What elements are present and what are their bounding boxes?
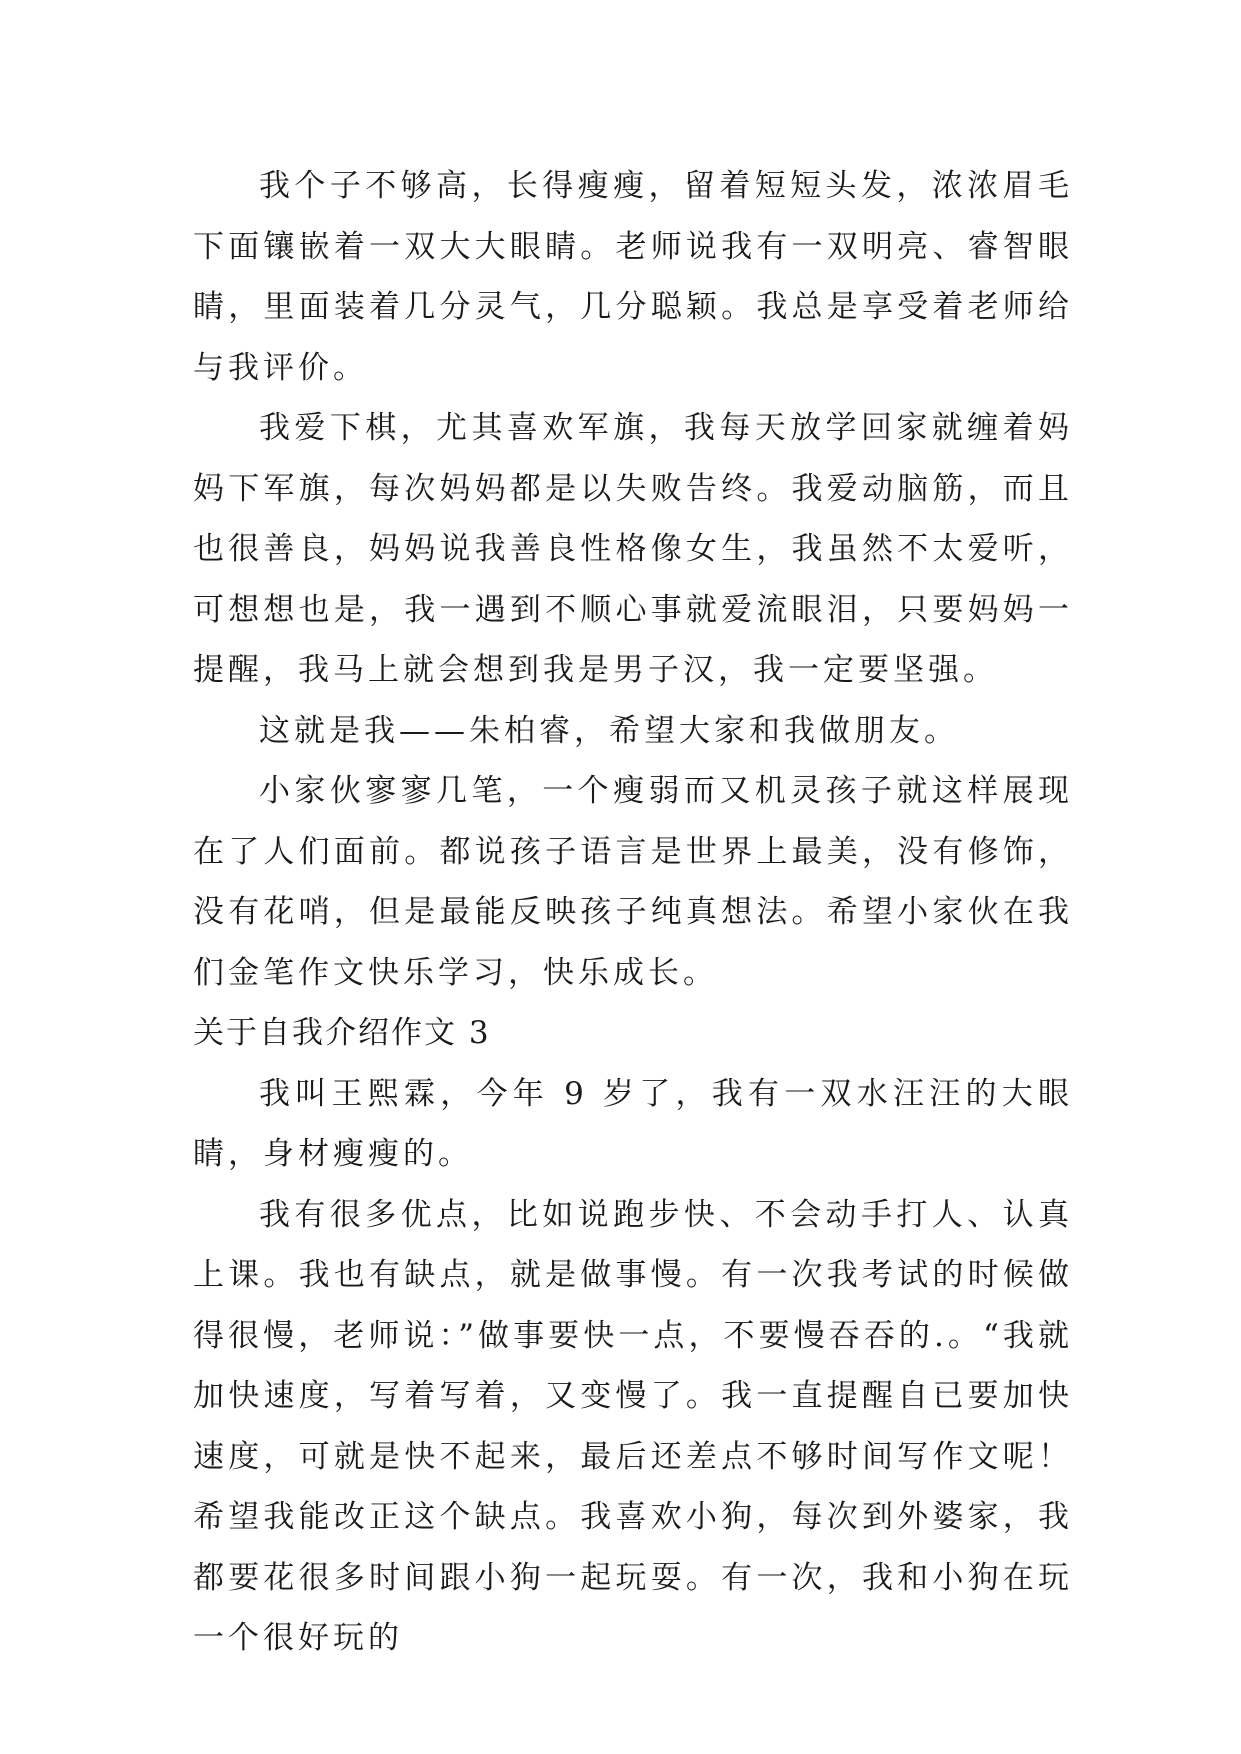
document-body	[193, 156, 1073, 1669]
paragraph-closing: 这就是我——朱柏睿，希望大家和我做朋友。	[259, 712, 959, 749]
section-heading: 关于自我介绍作文 3	[193, 1015, 491, 1051]
paragraph-comment: 小家伙寥寥几笔，一个瘦弱而又机灵孩子就这样展现在了人们面前。都说孩子语言是世界上最美，没有修饰，没有花哨，但是最能反映孩子纯真想法。希望小家伙在我们金笔作文快乐学习，快乐成长。	[193, 773, 1073, 991]
paragraph-strengths: 我有很多优点，比如说跑步快、不会动手打人、认真上课。我也有缺点，就是做事慢。有一次我考试的时候做得很慢，老师说：”做事要快一点，不要慢吞吞的.。“我就加快速度，写着写着，又变慢了。我一直提醒自已要加快速度，可就是快不起来，最后还差点不够时间写作文呢！希望我能改正这个缺点。我喜欢小狗，每次到外婆家，我都要花很多时间跟小狗一起玩耍。有一次，我和小狗在玩一个很好玩的	[193, 1196, 1073, 1656]
paragraph-hobbies: 我爱下棋，尤其喜欢军旗，我每天放学回家就缠着妈妈下军旗，每次妈妈都是以失败告终。我爱动脑筋，而且也很善良，妈妈说我善良性格像女生，我虽然不太爱听，可想想也是，我一遇到不顺心事就爱流眼泪，只要妈妈一提醒，我马上就会想到我是男子汉，我一定要坚强。	[193, 410, 1073, 688]
paragraph-appearance: 我个子不够高，长得瘦瘦，留着短短头发，浓浓眉毛下面镶嵌着一双大大眼睛。老师说我有一双明亮、睿智眼睛，里面装着几分灵气，几分聪颖。我总是享受着老师给与我评价。	[193, 168, 1073, 386]
paragraph-intro: 我叫王熙霖，今年 9 岁了，我有一双水汪汪的大眼睛，身材瘦瘦的。	[193, 1075, 1073, 1172]
